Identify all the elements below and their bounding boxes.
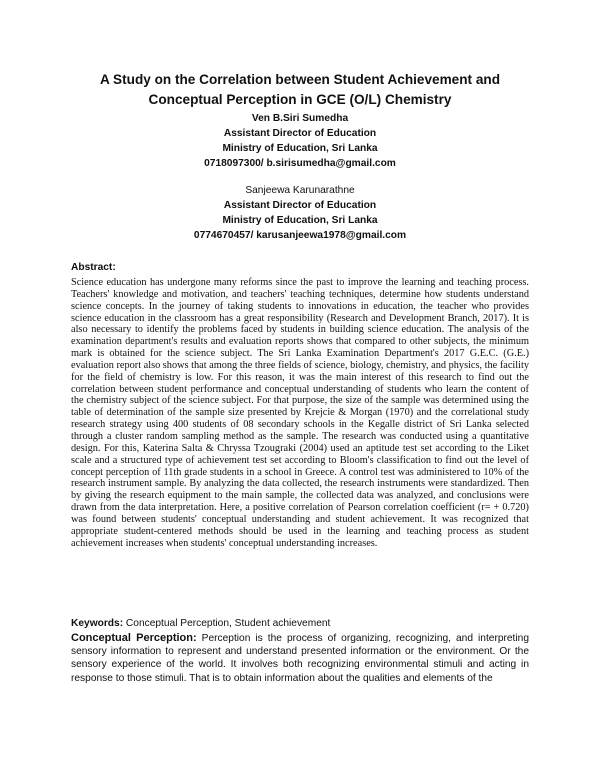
section-text: Perception is the process of organizing, recognizing, and interpreting sensory information to represent and understand presented information or the environment. Or the sensory experience of the world. It involves both recognizing environmental stimuli and acting in response to those stimuli. That is to obtain information about the qualities and elements of the [71,633,529,684]
author-block-2 [150,183,450,243]
abstract-text: Science education has undergone many reforms since the past to improve the learning and teaching process. Teachers' knowledge and motivation, and teachers' teaching techniques, determine how students understand science concepts. In the journey of taking students to innovations in education, the teacher who provides science education in the classroom has a great responsibility (Research and Development Branch, 2017). It is also necessary to identify the problems faced by students in building science education. The analysis of the examination department's results and evaluation reports shows that compared to other subjects, the minimum mark is obtained for the science subject. The Sri Lanka Examination Department's 2017 G.E.C. (G.E.) evaluation report also shows that among the three fields of science, biology, chemistry, and physics, the facility for the field of chemistry is low. For this reason, it was the main interest of this research to find out the correlation between student performance and conceptual understanding of students who learn the content of the chemistry subject of the science subject. For that purpose, the size of the sample was determined using the table of determination of the sample size presented by Krejcie & Morgan (1970) and the correlational study research strategy using 400 students of 08 secondary schools in the Kegalle district of Sri Lanka selected through a cluster random sampling method as the sample. The research was conducted using a quantitative design. For this, Katerina Salta & Chryssa Tzougraki (2004) used an aptitude test set according to the Liket scale and a structured type of achievement test set according to Bloom's classification to find out the level of concept perception of 11th grade students in a school in Greece. A control test was administered to 10% of the research instrument sample. By analyzing the data collected, the research instruments were standardized. Then by giving the research equipment to the main sample, the collected data was analyzed, and conclusions were drawn from the data interpretation. Here, a positive correlation of Pearson correlation coefficient (r= + 0.720) was found between students' conceptual understanding and student achievement. It was recognized that appropriate student-centered methods should be used in the learning and teaching process as student achievement increases when students' conceptual understanding increases. [71,277,529,549]
title-line-2: Conceptual Perception in GCE (O/L) Chemistry [148,92,452,107]
title-line-1: A Study on the Correlation between Student Achievement and [99,72,501,87]
author-position: Assistant Director of Education [223,128,377,139]
paper-title [60,70,540,110]
author-contact: 0718097300/ b.sirisumedha@gmail.com [204,158,396,169]
section-heading: Conceptual Perception: [71,632,197,644]
author-name: Ven B.Siri Sumedha [251,113,349,124]
author-organization: Ministry of Education, Sri Lanka [222,215,378,226]
author-organization: Ministry of Education, Sri Lanka [222,143,378,154]
keywords-label: Keywords: [71,618,124,629]
keywords-line [71,617,529,630]
section-conceptual-perception [71,632,529,685]
abstract-heading: Abstract: [71,262,116,273]
author-position: Assistant Director of Education [223,200,377,211]
author-block-1 [150,111,450,171]
author-contact: 0774670457/ karusanjeewa1978@gmail.com [193,230,407,241]
author-name: Sanjeewa Karunarathne [245,185,355,196]
keywords-text: Conceptual Perception, Student achievement [123,618,331,629]
